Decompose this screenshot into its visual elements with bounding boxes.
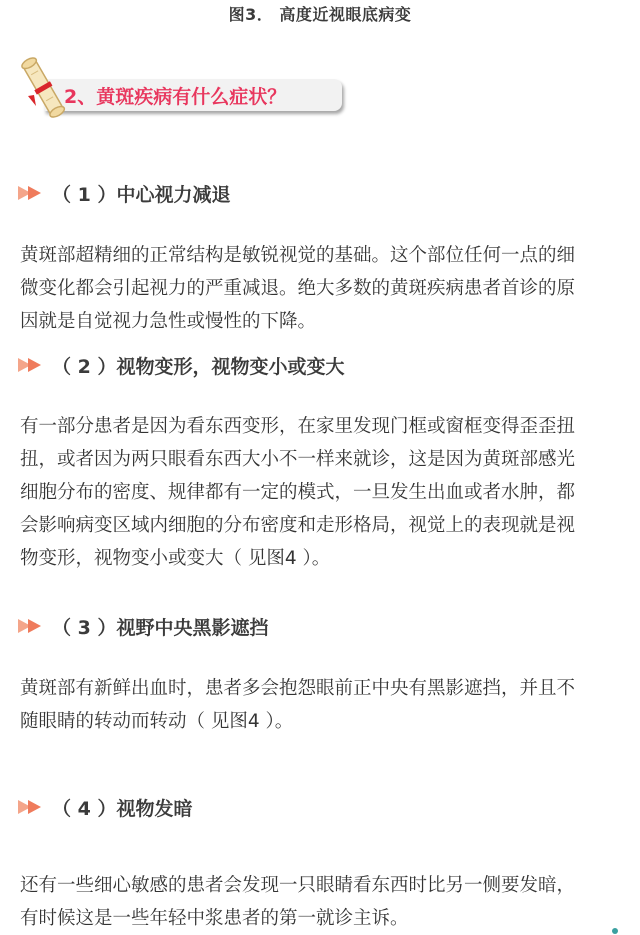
section-heading: （ 4 ）视物发暗 [52,798,193,820]
paragraph-line: 微变化都会引起视力的严重减退。绝大多数的黄斑疾病患者首诊的原 [20,278,576,299]
double-arrow-icon [18,357,44,373]
section-heading: （ 2 ）视物变形，视物变小或变大 [52,356,345,378]
paragraph-line: 随眼睛的转动而转动（ 见图4 ）。 [20,711,294,732]
paragraph-line: 黄斑部超精细的正常结构是敏锐视觉的基础。这个部位任何一点的细 [20,245,576,266]
section-paragraph [20,239,624,338]
scroll-icon [14,52,74,122]
paragraph-line: 物变形，视物变小或变大（ 见图4 ）。 [20,548,331,569]
section-banner [14,52,344,124]
double-arrow-icon [18,185,44,201]
paragraph-line: 会影响病变区域内细胞的分布密度和走形格局，视觉上的表现就是视 [20,515,576,536]
section-paragraph [20,672,624,738]
section-paragraph [20,869,624,935]
banner-title: 2、黄斑疾病有什么症状？ [64,86,287,108]
section-paragraph [20,410,624,575]
double-arrow-icon [18,799,44,815]
double-arrow-icon [18,618,44,634]
paragraph-line: 因就是自觉视力急性或慢性的下降。 [20,311,317,332]
paragraph-line: 细胞分布的密度、规律都有一定的模式，一旦发生出血或者水肿，都 [20,482,576,503]
paragraph-line: 有一部分患者是因为看东西变形，在家里发现门框或窗框变得歪歪扭 [20,416,576,437]
paragraph-line: 有时候这是一些年轻中浆患者的第一就诊主诉。 [20,908,409,929]
figure-caption: 图3． 高度近视眼底病变 [228,5,412,24]
corner-dot [612,928,618,934]
section-heading: （ 3 ）视野中央黑影遮挡 [52,617,269,639]
paragraph-line: 还有一些细心敏感的患者会发现一只眼睛看东西时比另一侧要发暗， [20,875,576,896]
paragraph-line: 扭，或者因为两只眼看东西大小不一样来就诊，这是因为黄斑部感光 [20,449,576,470]
paragraph-line: 黄斑部有新鲜出血时，患者多会抱怨眼前正中央有黑影遮挡，并且不 [20,678,576,699]
section-heading: （ 1 ）中心视力减退 [52,184,231,206]
